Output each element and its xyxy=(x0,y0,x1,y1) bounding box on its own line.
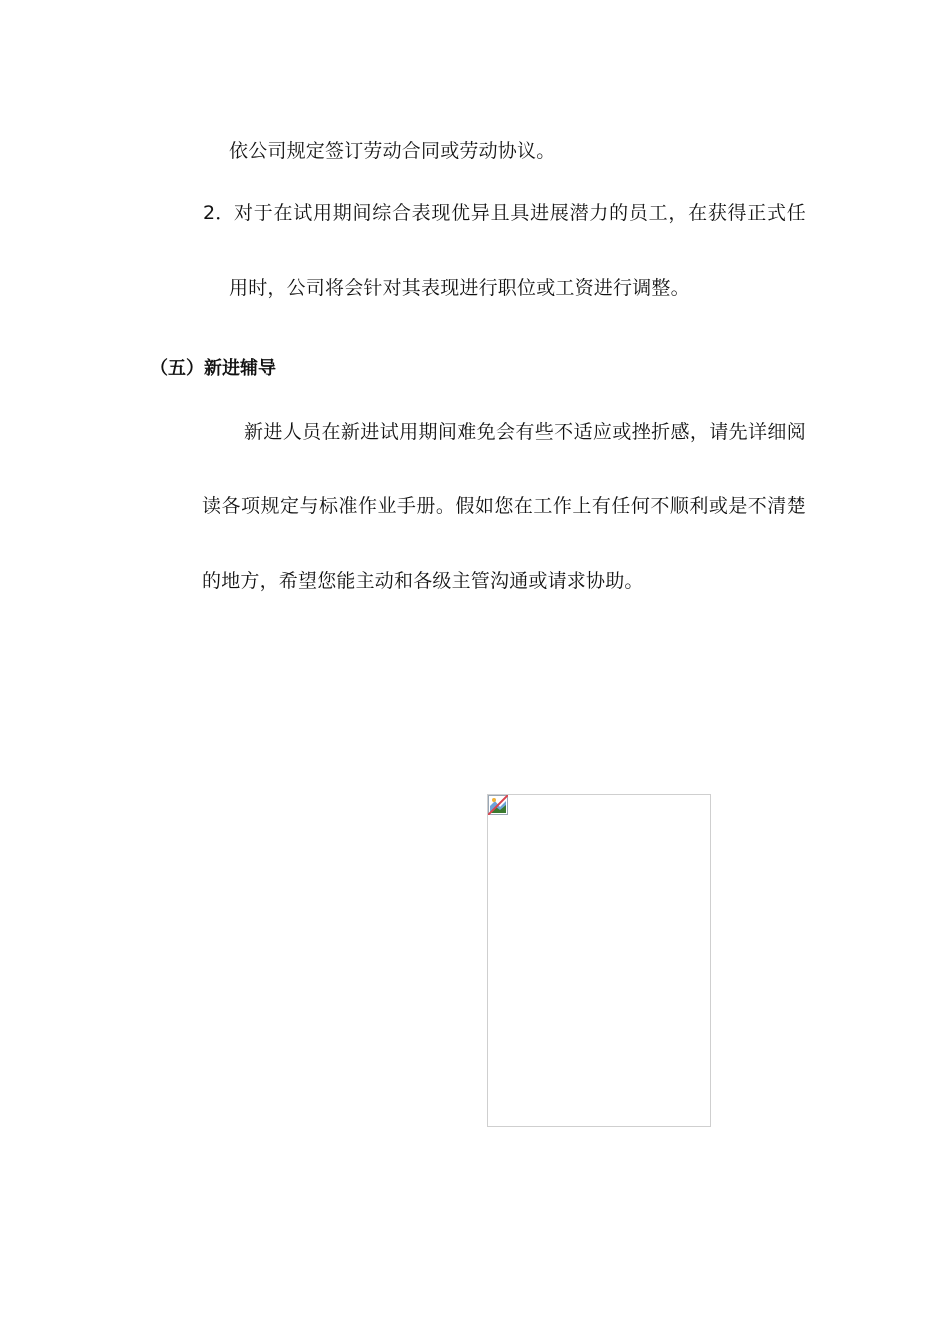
section5-paragraph-line3: 的地方，希望您能主动和各级主管沟通或请求协助。 xyxy=(202,570,644,592)
image-placeholder xyxy=(487,794,711,1127)
item2-line1: 对于在试用期间综合表现优异且具进展潜力的员工，在获得正式任 xyxy=(234,202,806,224)
item2-number: 2． xyxy=(203,202,235,224)
broken-image-icon xyxy=(488,795,508,815)
section5-paragraph-line2: 读各项规定与标准作业手册。假如您在工作上有任何不顺利或是不清楚 xyxy=(202,495,806,517)
item2-line2: 用时，公司将会针对其表现进行职位或工资进行调整。 xyxy=(229,277,690,299)
section5-paragraph-line1: 新进人员在新进试用期间难免会有些不适应或挫折感，请先详细阅 xyxy=(244,421,806,443)
item1-continuation-text: 依公司规定签订劳动合同或劳动协议。 xyxy=(229,140,556,162)
section5-heading: （五）新进辅导 xyxy=(150,358,276,379)
